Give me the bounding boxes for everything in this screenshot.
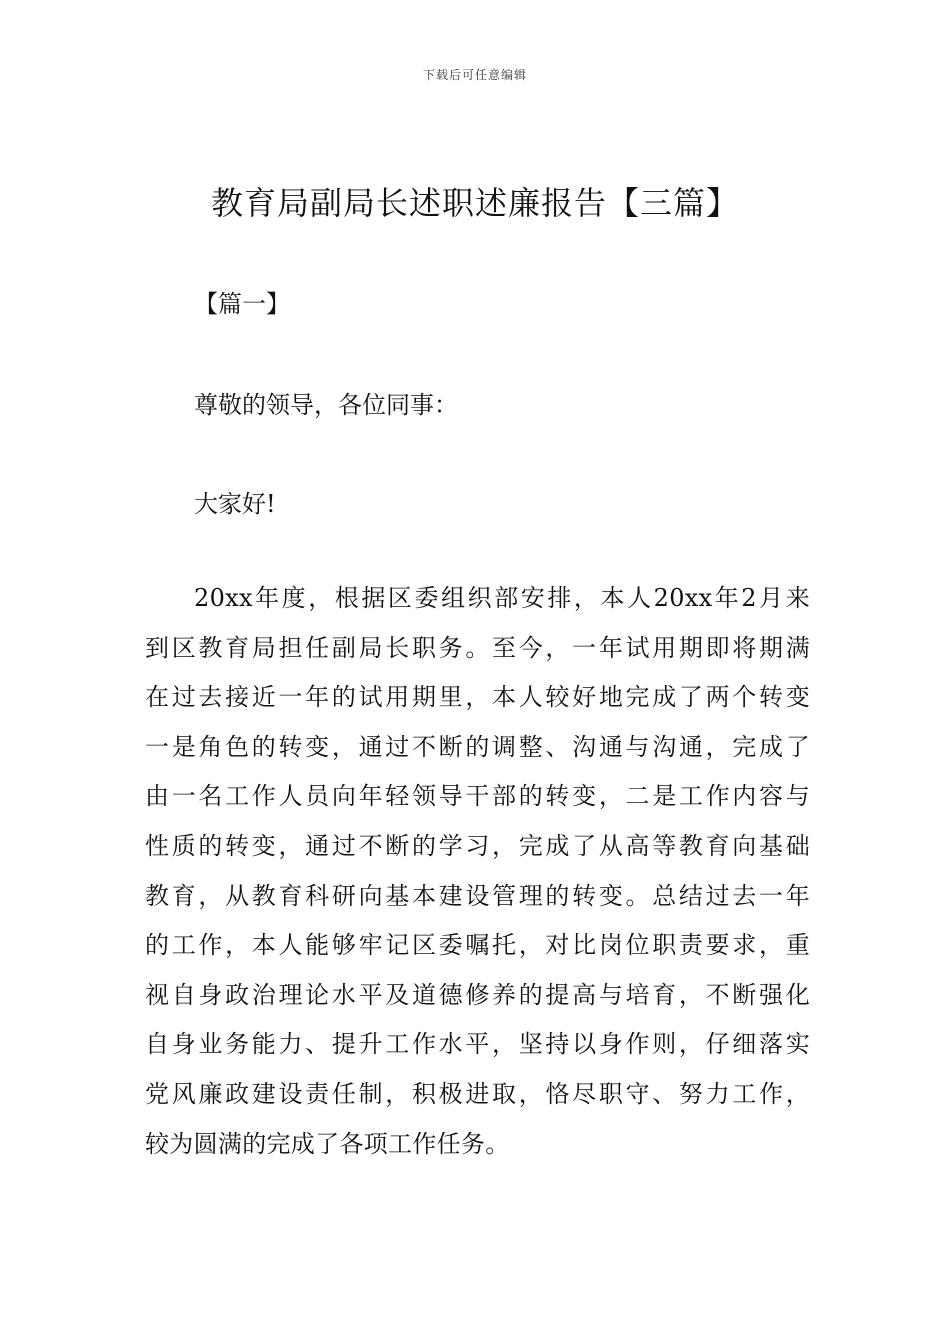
paragraph-line: 在过去接近一年的试用期里，本人较好地完成了两个转变: [145, 683, 810, 712]
paragraph-line: 党风廉政建设责任制，积极进取，恪尽职守、努力工作，: [145, 1079, 810, 1108]
paragraph-line: 20xx年度，根据区委组织部安排，本人20xx年2月来: [194, 584, 810, 612]
section-heading: 【篇一】: [194, 290, 290, 318]
header-note: 下载后可任意编辑: [422, 68, 527, 82]
paragraph-line: 到区教育局担任副局长职务。至今，一年试用期即将期满: [145, 633, 810, 662]
paragraph-line: 性质的转变，通过不断的学习，完成了从高等教育向基础: [145, 831, 810, 860]
document-title: 教育局副局长述职述廉报告【三篇】: [210, 184, 739, 222]
paragraph-line: 视自身政治理论水平及道德修养的提高与培育，不断强化: [145, 980, 810, 1009]
paragraph-line: 较为圆满的完成了各项工作任务。: [145, 1129, 510, 1158]
paragraph-line: 教育，从教育科研向基本建设管理的转变。总结过去一年: [145, 881, 810, 910]
greeting: 大家好!: [194, 490, 276, 518]
body-paragraph: [145, 583, 810, 1178]
paragraph-line: 一是角色的转变，通过不断的调整、沟通与沟通，完成了: [145, 732, 810, 761]
paragraph-line: 由一名工作人员向年轻领导干部的转变，二是工作内容与: [145, 782, 810, 811]
paragraph-line: 自身业务能力、提升工作水平，坚持以身作则，仔细落实: [145, 1030, 810, 1059]
salutation: 尊敬的领导，各位同事：: [194, 391, 458, 419]
paragraph-line: 的工作，本人能够牢记区委嘱托，对比岗位职责要求，重: [145, 931, 810, 960]
